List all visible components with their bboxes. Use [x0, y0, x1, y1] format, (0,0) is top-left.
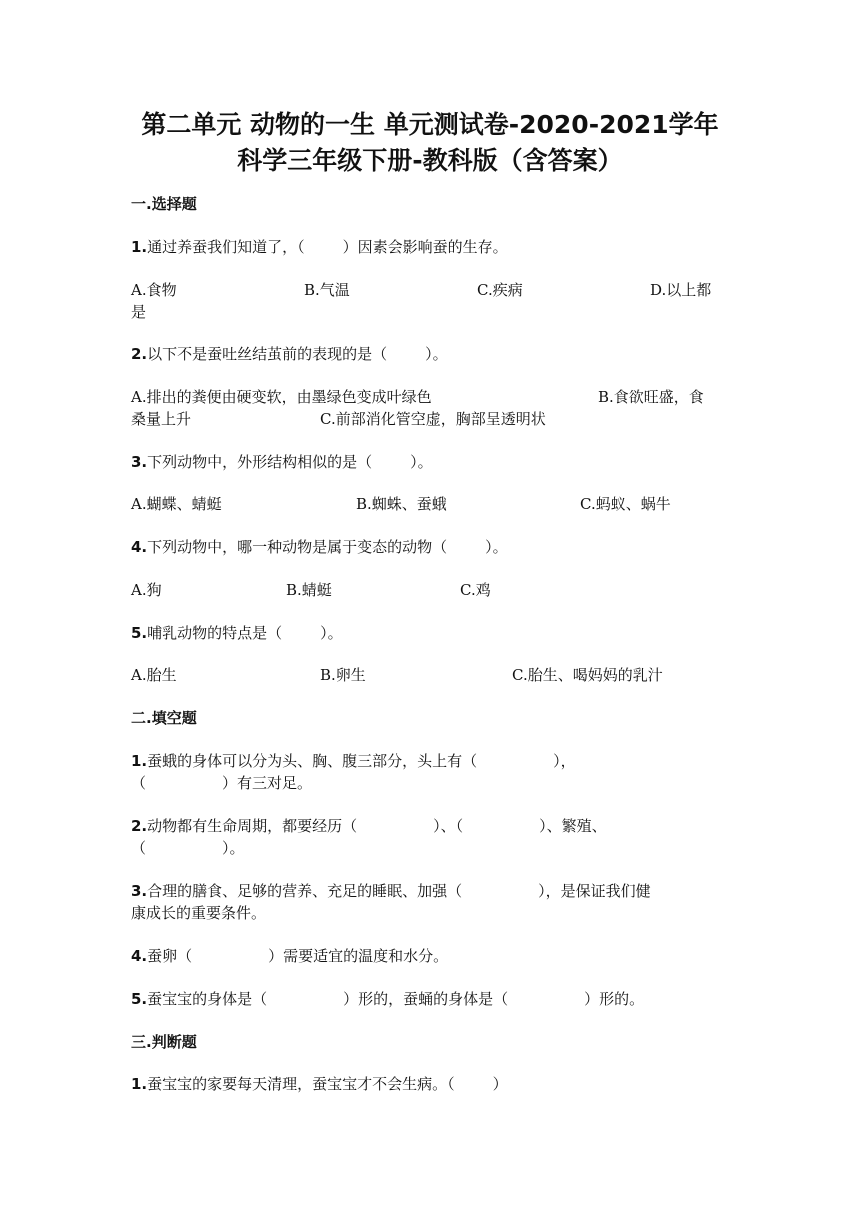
question-text: ）形的，蚕蛹的身体是（ [343, 990, 509, 1008]
question-text: （ [131, 839, 147, 857]
choice-5-option-c: C.胎生、喝妈妈的乳汁 [512, 666, 663, 684]
section-choice-heading: 一.选择题 [131, 195, 197, 213]
question-text: ）、（ [433, 817, 464, 835]
choice-3-option-b: B.蜘蛛、蚕蛾 [356, 495, 447, 513]
question-number: 4. [131, 538, 148, 556]
question-text-end: ）。 [410, 453, 433, 471]
question-text: 以下不是蚕吐丝结茧前的表现的是（ [147, 345, 388, 363]
choice-question-4 [131, 536, 731, 558]
question-text: ）。 [222, 839, 245, 857]
choice-5-option-b: B.卵生 [320, 666, 366, 684]
question-text: 下列动物中，哪一种动物是属于变态的动物（ [147, 538, 448, 556]
question-number: 1. [131, 238, 148, 256]
choice-question-3 [131, 451, 731, 473]
choice-4-option-a: A.狗 [131, 581, 162, 599]
question-text: 合理的膳食、足够的营养、充足的睡眠、加强（ [147, 882, 463, 900]
question-text: （ [131, 774, 147, 792]
choice-1-option-a: A.食物 [131, 281, 177, 299]
question-text: ）形的。 [584, 990, 645, 1008]
question-text: 蚕宝宝的家要每天清理，蚕宝宝才不会生病。（ [147, 1075, 455, 1093]
choice-question-5 [131, 622, 731, 644]
question-text: ）需要适宜的温度和水分。 [268, 947, 449, 965]
question-number: 5. [131, 990, 148, 1008]
question-text-end: ） [492, 1075, 508, 1093]
question-number: 3. [131, 453, 148, 471]
question-number: 1. [131, 752, 148, 770]
question-text: 下列动物中，外形结构相似的是（ [147, 453, 373, 471]
question-text-end: ）。 [485, 538, 508, 556]
question-number: 5. [131, 624, 148, 642]
question-text: ）， [553, 752, 576, 770]
question-text-end: ）。 [320, 624, 343, 642]
question-text: 哺乳动物的特点是（ [147, 624, 283, 642]
section-fill-heading: 二.填空题 [131, 709, 197, 727]
choice-1-option-d: D.以上都 [650, 281, 712, 299]
question-number: 2. [131, 817, 148, 835]
question-text: ）、繁殖、 [539, 817, 607, 835]
choice-3-option-a: A.蝴蝶、蜻蜓 [131, 495, 222, 513]
choice-1-option-b: B.气温 [304, 281, 350, 299]
choice-2-option-c: C.前部消化管空虚，胸部呈透明状 [320, 410, 546, 428]
question-text-end: ）因素会影响蚕的生存。 [342, 238, 508, 256]
fill-question-5 [131, 988, 731, 1010]
fill-question-3 [131, 880, 731, 924]
title-line-2: 科学三年级下册-教科版（含答案） [237, 146, 623, 175]
question-text: 蚕蛾的身体可以分为头、胸、腹三部分，头上有（ [147, 752, 478, 770]
choice-question-2 [131, 343, 731, 365]
choice-question-1 [131, 236, 731, 258]
choice-4-option-c: C.鸡 [460, 581, 491, 599]
question-number: 3. [131, 882, 148, 900]
choice-1-option-d-cont: 是 [131, 303, 147, 321]
fill-question-1 [131, 750, 731, 794]
judge-question-1 [131, 1073, 731, 1095]
question-number: 2. [131, 345, 148, 363]
choice-4-option-b: B.蜻蜓 [286, 581, 332, 599]
choice-2-option-a: A.排出的粪便由硬变软，由墨绿色变成叶绿色 [131, 388, 432, 406]
question-text-end: ）。 [425, 345, 448, 363]
section-judge-heading: 三.判断题 [131, 1033, 197, 1051]
question-text: 蚕宝宝的身体是（ [147, 990, 268, 1008]
choice-3-option-c: C.蚂蚁、蜗牛 [580, 495, 671, 513]
choice-2-option-b-cont: 桑量上升 [131, 410, 192, 428]
question-text: 康成长的重要条件。 [131, 904, 267, 922]
title-line-1: 第二单元 动物的一生 单元测试卷-2020-2021学年 [141, 110, 719, 139]
choice-5-option-a: A.胎生 [131, 666, 177, 684]
question-number: 4. [131, 947, 148, 965]
fill-question-4 [131, 945, 731, 967]
question-number: 1. [131, 1075, 148, 1093]
choice-2-option-b: B.食欲旺盛，食 [598, 388, 704, 406]
question-text: 蚕卵（ [147, 947, 193, 965]
question-text: 动物都有生命周期，都要经历（ [147, 817, 358, 835]
question-text: ），是保证我们健 [538, 882, 651, 900]
question-text: 通过养蚕我们知道了，（ [147, 238, 305, 256]
question-text: ）有三对足。 [222, 774, 313, 792]
choice-1-option-c: C.疾病 [477, 281, 523, 299]
fill-question-2 [131, 815, 731, 859]
